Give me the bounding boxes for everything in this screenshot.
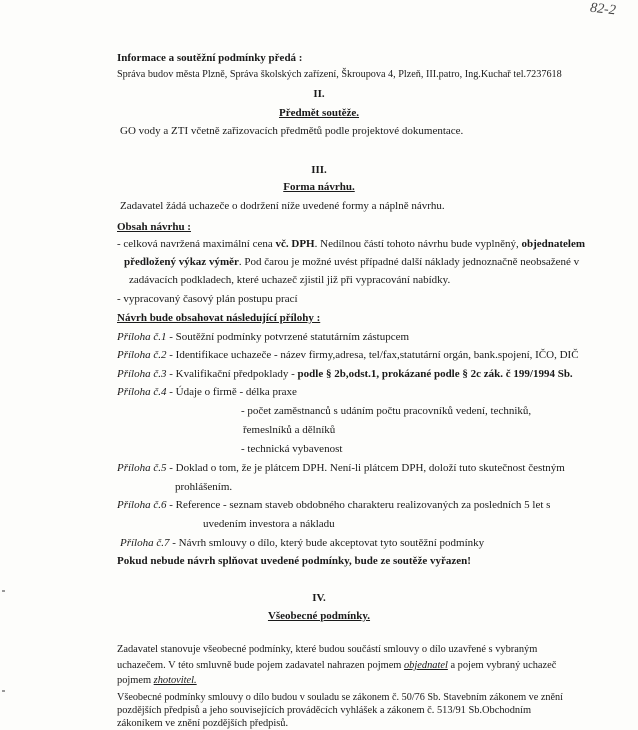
- priloha-1-text: - Soutěžní podmínky potvrzené statutárním zástupcem: [166, 331, 410, 343]
- priloha-6-text: - Reference - seznam staveb obdobného charakteru realizovaných za posledních 5 let s: [166, 499, 551, 511]
- obsah-line-1-a: - celková navržená maximální cena: [117, 238, 276, 250]
- obsah-line-2: [124, 256, 579, 269]
- para-2-line-3: zákoníkem ve znění pozdějších předpisů.: [117, 718, 289, 729]
- priloha-7-text: - Návrh smlouvy o dílo, který bude akceptovat tyto soutěžní podmínky: [169, 537, 485, 549]
- section-2-text: GO vody a ZTI včetně zařizovacích předmětů podle projektové dokumentace.: [120, 125, 464, 137]
- scan-edge-mark: [2, 690, 5, 692]
- priloha-2-text: - Identifikace uchazeče - název firmy,adresa, tel/fax,statutární orgán, bank.spojení, IČO, DIČ: [166, 349, 579, 361]
- priloha-2: [117, 349, 579, 362]
- priloha-6-label: Příloha č.6: [117, 499, 167, 511]
- priloha-5: [117, 462, 565, 475]
- priloha-7-label: Příloha č.7: [120, 537, 170, 549]
- section-3-intro: Zadavatel žádá uchazeče o dodržení níže uvedené formy a náplně návrhu.: [120, 200, 445, 212]
- obsah-line-1: [117, 238, 585, 251]
- obsah-line-4: - vypracovaný časový plán postupu prací: [117, 293, 298, 305]
- priloha-5-text: - Doklad o tom, že je plátcem DPH. Není-li plátcem DPH, doloží tuto skutečnost čestným: [166, 462, 565, 474]
- obsah-line-1-b: vč. DPH: [275, 238, 315, 250]
- priloha-4-sub-1: - počet zaměstnanců s udáním počtu pracovníků vedení, techniků,: [241, 405, 532, 417]
- priloha-4-sub-3: - technická vybavenost: [241, 443, 343, 455]
- section-3-number: III.: [311, 164, 327, 176]
- obsah-line-1-c: . Nedílnou částí tohoto návrhu bude vyplněný,: [314, 238, 522, 250]
- priloha-6-text-2: uvedením investora a nákladu: [203, 518, 335, 530]
- page-number-mark: 82-2: [589, 0, 617, 19]
- priloha-5-text-2: prohlášením.: [175, 481, 233, 493]
- section-4-number: IV.: [312, 592, 326, 604]
- para-2-line-2: pozdějších předpisů a jeho souvisejících prováděcích vyhlášek a zákonem č. 513/91 Sb.Obchodním: [117, 705, 532, 716]
- para-1-line-3-b: zhotovitel.: [153, 675, 197, 686]
- priloha-6: [117, 499, 550, 512]
- priloha-7: [120, 537, 484, 550]
- section-2-number: II.: [313, 88, 325, 100]
- priloha-3-label: Příloha č.3: [117, 368, 167, 380]
- priloha-1: [117, 331, 409, 344]
- obsah-line-3: zadávacích podkladech, které uchazeč zjistil již při vypracování nabídky.: [129, 274, 451, 286]
- para-1-line-2-b: objednatel: [403, 660, 448, 671]
- para-2-line-1: Všeobecné podmínky smlouvy o dílo budou v souladu se zákonem č. 50/76 Sb. Stavebním zákonem ve znění: [117, 692, 563, 703]
- priloha-3-text-b: podle § 2b,odst.1, prokázané podle § 2c zák. č 199/1994 Sb.: [297, 368, 573, 380]
- intro-text: Správa budov města Plzně, Správa školských zařízení, Škroupova 4, Plzeň, III.patro, Ing.Kuchař tel.7237618: [117, 69, 562, 80]
- obsah-line-2-b: . Pod čarou je možné uvést případné další náklady jednoznačně neobsažené v: [238, 256, 580, 268]
- priloha-2-label: Příloha č.2: [117, 349, 167, 361]
- para-1-line-2-a: uchazečem. V této smluvně bude pojem zadavatel nahrazen pojmem: [117, 660, 404, 671]
- priloha-4-label: Příloha č.4: [117, 386, 167, 398]
- priloha-5-label: Příloha č.5: [117, 462, 167, 474]
- priloha-1-label: Příloha č.1: [117, 331, 167, 343]
- para-1-line-2: [117, 659, 556, 672]
- intro-heading: Informace a soutěžní podmínky předá :: [117, 52, 303, 64]
- para-1-line-3: [117, 674, 197, 687]
- section-4-title: Všeobecné podmínky.: [267, 610, 371, 622]
- priloha-3-text-a: - Kvalifikační předpoklady -: [166, 368, 298, 380]
- para-1-line-2-c: a pojem vybraný uchazeč: [447, 660, 557, 671]
- scan-edge-mark: [2, 590, 5, 592]
- priloha-4: [117, 386, 297, 399]
- priloha-3: [117, 368, 573, 381]
- priloha-4-text: - Údaje o firmě - délka praxe: [166, 386, 297, 398]
- obsah-line-2-a: předložený výkaz výměr: [124, 256, 239, 268]
- para-1-line-3-a: pojmem: [117, 675, 154, 686]
- section-2-title: Předmět soutěže.: [278, 107, 360, 119]
- priloha-4-sub-2: řemeslníků a dělníků: [243, 424, 336, 436]
- obsah-title: Obsah návrhu :: [117, 221, 191, 233]
- section-3-title: Forma návrhu.: [283, 181, 355, 193]
- disqualification-warning: Pokud nebude návrh splňovat uvedené podmínky, bude ze soutěže vyřazen!: [117, 555, 471, 567]
- para-1-line-1: Zadavatel stanovuje všeobecné podmínky, které budou součástí smlouvy o dílo uzavřené s vybraným: [117, 644, 538, 655]
- obsah-line-1-d: objednatelem: [521, 238, 585, 250]
- prilohy-title: Návrh bude obsahovat následující přílohy :: [117, 312, 321, 324]
